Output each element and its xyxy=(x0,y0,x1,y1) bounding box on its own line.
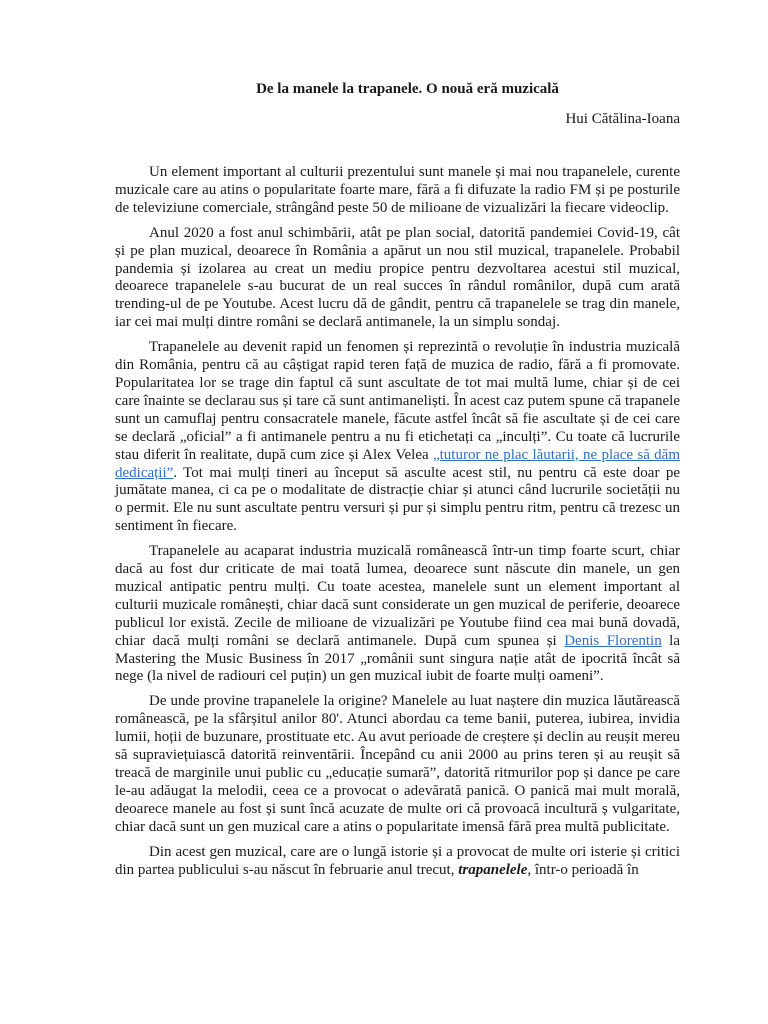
paragraph-2-text: Anul 2020 a fost anul schimbării, atât pe plan social, datorită pandemiei Covid-19, cât și pe plan muzical, deoarece în România a apărut un nou stil muzical, trapanelele. Probabil pandemia și izolarea au creat un mediu propice pentru dezvoltarea acestui stil muzical, deoarece trapanelele s-au bucurat de un real succes în rândul românilor, după cum arată trending-ul de pe Youtube. Acest lucru dă de gândit, pentru că trapanelele se trag din manele, iar cei mai mulți dintre români se declară antimanele, la un simplu sondaj. xyxy=(115,224,680,331)
paragraph-6 xyxy=(115,844,680,880)
trapanelele-emphasis: trapanelele xyxy=(458,861,528,878)
alex-velea-quote-link[interactable]: „tuturor ne plac lăutarii, ne place să dăm dedicații” xyxy=(115,446,680,481)
paragraph-4-text-after: la Mastering the Music Business în 2017 „românii sunt singura nație atât de ipocrită încât să nege (la nivel de radiouri cel puțin) un gen muzical iubit de foarte mulți oameni”. xyxy=(115,632,681,685)
paragraph-1-text: Un element important al culturii prezentului sunt manele și mai nou trapanelele, curente muzicale care au atins o popularitate foarte mare, fără a fi difuzate la radio FM și pe posturile de televiziune comerciale, strângând peste 50 de milioane de vizualizări la fiecare videoclip. xyxy=(115,164,680,216)
paragraph-6-text-before: Din acest gen muzical, care are o lungă istorie și a provocat de multe ori isterie și critici din partea publicului s-au născut în februarie anul trecut, xyxy=(115,843,680,878)
paragraph-1 xyxy=(115,164,680,218)
paragraph-3 xyxy=(115,339,680,536)
denis-florentin-link[interactable]: Denis Florentin xyxy=(564,632,662,649)
paragraph-3-text-before: Trapanelele au devenit rapid un fenomen și reprezintă o revoluție în industria muzicală din România, pentru că au câștigat rapid teren față de muzica de radio, fără a fi promovate. Popularitatea lor se trage din faptul că sunt ascultate de tot mai multă lume, chiar și de cei care înainte se declarau sus și tare că sunt antimaneliști. În acest caz putem spune că trapanele sunt un camuflaj pentru consacratele manele, făcute astfel încât să fie ascultate și de cei care se declară „oficial” a fi antimanele pentru a nu fi etichetați ca „inculți”. Cu toate că lucrurile stau diferit în realitate, după cum zice și Alex Velea xyxy=(115,339,680,463)
paragraph-2 xyxy=(115,225,680,332)
document-author: Hui Cătălina-Ioana xyxy=(565,111,680,127)
paragraph-6-text-after: , într-o perioadă în xyxy=(527,861,639,878)
paragraph-5 xyxy=(115,693,680,836)
paragraph-4 xyxy=(115,543,680,686)
paragraph-3-text-after: . Tot mai mulți tineri au început să asculte acest stil, nu pentru că este doar pe jumătate manea, ci ca pe o modalitate de distracție chiar și atunci când lucrurile societății nu o permit. Ele nu sunt ascultate pentru versuri și pur și simplu pentru ritm, pentru că trezesc un sentiment în fiecare. xyxy=(115,464,680,535)
paragraph-4-text-before: Trapanelele au acaparat industria muzicală românească într-un timp foarte scurt, chiar dacă au fost dur criticate de mai toată lumea, deoarece sunt născute din manele, un gen muzical antipatic pentru mulți. Cu toate acestea, manelele sunt un element important al culturii muzicale românești, chiar dacă sunt considerate un gen muzical de periferie, deoarece publicul lor există. Zecile de milioane de vizualizări pe Youtube fiind cea mai bună dovadă, chiar dacă mulți români se declară antimanele. După cum spunea și xyxy=(115,543,680,649)
paragraph-5-text: De unde provine trapanelele la origine? Manelele au luat naștere din muzica lăutărească românească, pe la sfârșitul anilor 80'. Atunci abordau ca teme banii, puterea, iubirea, invidia lumii, hoții de buzunare, prostituate etc. Au avut perioade de creștere și declin au reușit mereu să supraviețuiască datorită reinventării. Începând cu anii 2000 au prins teren și au reușit să treacă de marginile unui public cu „educație sumară”, datorită ritmurilor pop și dance pe care le-au adăugat la melodii, ceea ce a provocat o adevărată panică. O panică mai mult morală, deoarece manele au fost și sunt încă acuzate de multe ori că provoacă incultură ș vulgaritate, chiar dacă sunt un gen muzical care a atins o popularitate imensă fără prea multă publicitate. xyxy=(115,693,680,835)
document-title: De la manele la trapanele. O nouă eră muzicală xyxy=(256,81,559,97)
